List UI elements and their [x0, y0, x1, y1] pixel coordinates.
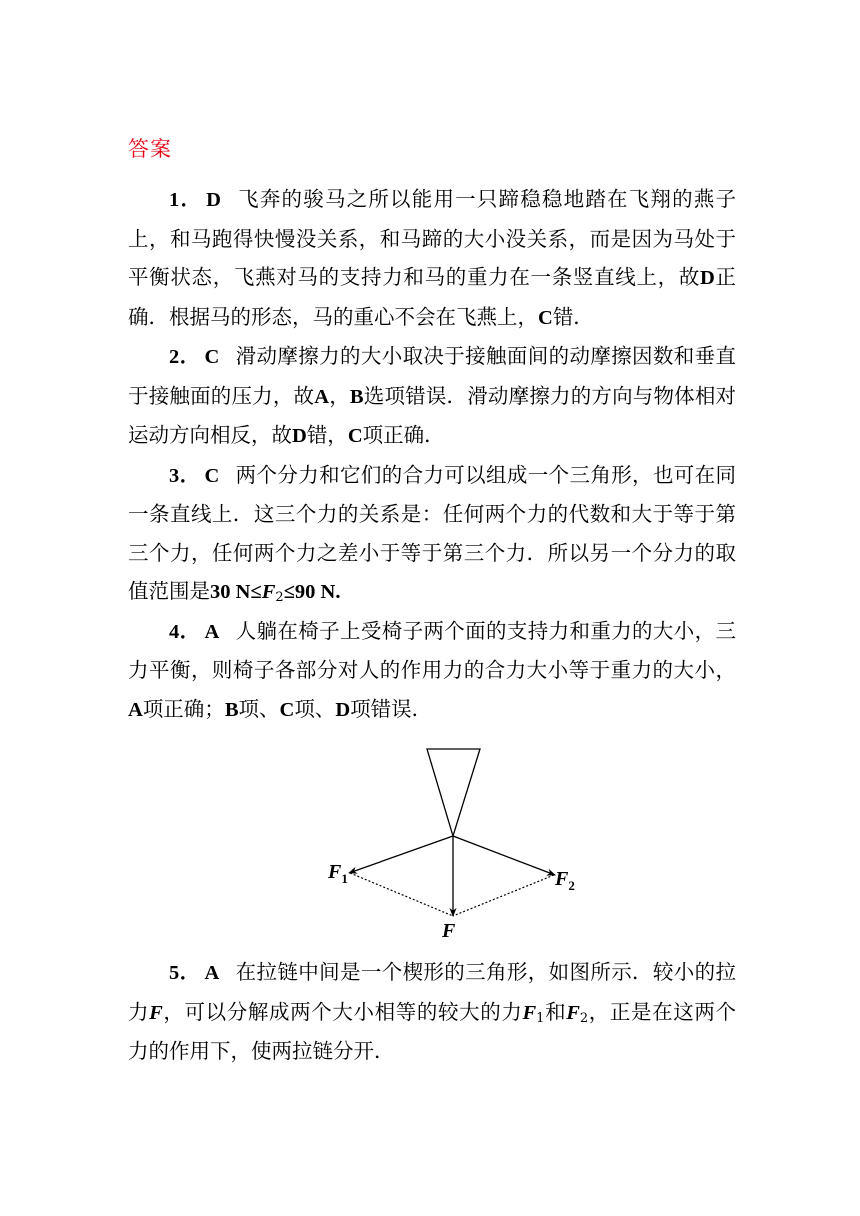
variable: F: [261, 581, 276, 603]
text-run: 和: [544, 999, 567, 1024]
text-run: ，可以分解成两个大小相等的较大的力: [162, 999, 523, 1024]
text-run: 飞奔的骏马之所以能用一只蹄稳稳地踏在飞翔的燕子上，和马跑得快慢没关系，和马蹄的大小没关系，而是因为马处于平衡状态，飞燕对马的支持力和马的重力在一条竖直线上，故: [128, 187, 737, 289]
bold-term: B: [224, 698, 239, 721]
bold-term: D: [335, 698, 351, 721]
parallelogram-dotted-right: [453, 875, 554, 916]
text-run: ，正是在这两个力的作用下，使两拉链分开．: [128, 999, 737, 1063]
force-diagram-svg: [320, 740, 590, 945]
question-number: 3．: [169, 464, 201, 487]
force-diagram: [320, 740, 590, 945]
variable: F: [566, 1001, 580, 1024]
label-f2-letter: F: [555, 868, 569, 890]
answer-item: [128, 953, 736, 1071]
answer-explanation: [128, 463, 736, 604]
bold-term: B: [349, 385, 364, 408]
text-run: 项正确；: [142, 696, 225, 721]
bold-term: 30 N≤: [210, 581, 262, 603]
force-f1-arrow: [349, 836, 453, 873]
variable: F: [522, 1001, 537, 1024]
parallelogram-dotted-left: [350, 873, 453, 916]
text-run: 错．: [552, 304, 594, 329]
question-number: 5．: [169, 962, 201, 984]
question-number: 2．: [169, 346, 201, 368]
answer-list: [128, 180, 736, 729]
answer-choice: D: [206, 189, 221, 211]
label-f2-sub: 2: [568, 878, 575, 893]
text-run: 错，: [306, 423, 348, 447]
answer-choice: A: [204, 620, 220, 643]
answer-item: [128, 456, 736, 612]
text-run: ，: [329, 383, 350, 408]
answer-explanation: [128, 960, 736, 1063]
text-run: 正确．根据马的形态，马的重心不会在飞燕上，: [128, 265, 737, 329]
bold-term: C: [538, 306, 553, 329]
answer-item: [128, 337, 736, 456]
subscript: 1: [536, 1010, 545, 1026]
bold-term: ≤90 N.: [283, 581, 341, 603]
text-run: 项正确．: [362, 423, 445, 447]
bold-term: C: [347, 425, 363, 447]
answer-5-block: [128, 953, 736, 1071]
text-run: 项、: [238, 696, 280, 721]
answer-choice: C: [204, 464, 220, 487]
label-f1: [327, 861, 348, 886]
text-run: 人躺在椅子上受椅子两个面的支持力和重力的大小，三力平衡，则椅子各部分对人的作用力的合力大小等于重力的大小，: [128, 618, 737, 682]
answer-item: [128, 612, 736, 730]
answer-heading: 答案: [128, 137, 172, 161]
question-number: 4．: [169, 620, 201, 643]
wedge-triangle: [427, 749, 480, 836]
bold-term: A: [314, 385, 330, 408]
answer-choice: C: [204, 346, 220, 368]
variable: F: [149, 1001, 163, 1024]
bold-term: D: [700, 267, 715, 289]
text-run: 在拉链中间是一个楔形的三角形，如图所示．较小的拉力: [128, 960, 737, 1024]
text-run: 两个分力和它们的合力可以组成一个三角形，也可在同一条直线上．这三个力的关系是：任何两个力的代数和大于等于第三个力，任何两个力之差小于等于第三个力．所以另一个分力的取值范围是: [128, 462, 737, 603]
text-run: 选项错误．滑动摩擦力的方向与物体相对运动方向相反，故: [128, 383, 737, 447]
bold-term: A: [128, 698, 143, 721]
subscript: 2: [275, 590, 284, 605]
bold-term: C: [279, 698, 295, 721]
text-run: 滑动摩擦力的大小取决于接触面间的动摩擦因数和垂直于接触面的压力，故: [128, 344, 737, 408]
answer-explanation: [128, 344, 736, 447]
label-f1-letter: F: [328, 861, 342, 883]
label-f1-sub: 1: [341, 871, 348, 886]
label-f2: [554, 868, 575, 893]
text-run: 项、: [294, 696, 336, 721]
subscript: 2: [579, 1010, 589, 1026]
force-f2-arrow: [453, 836, 555, 875]
answer-explanation: [128, 619, 736, 721]
text-run: 项错误．: [350, 696, 433, 721]
bold-term: D: [292, 425, 307, 447]
answer-item: [128, 180, 736, 337]
answer-choice: A: [204, 962, 220, 984]
label-f: F: [442, 920, 456, 942]
question-number: 1．: [169, 189, 203, 211]
